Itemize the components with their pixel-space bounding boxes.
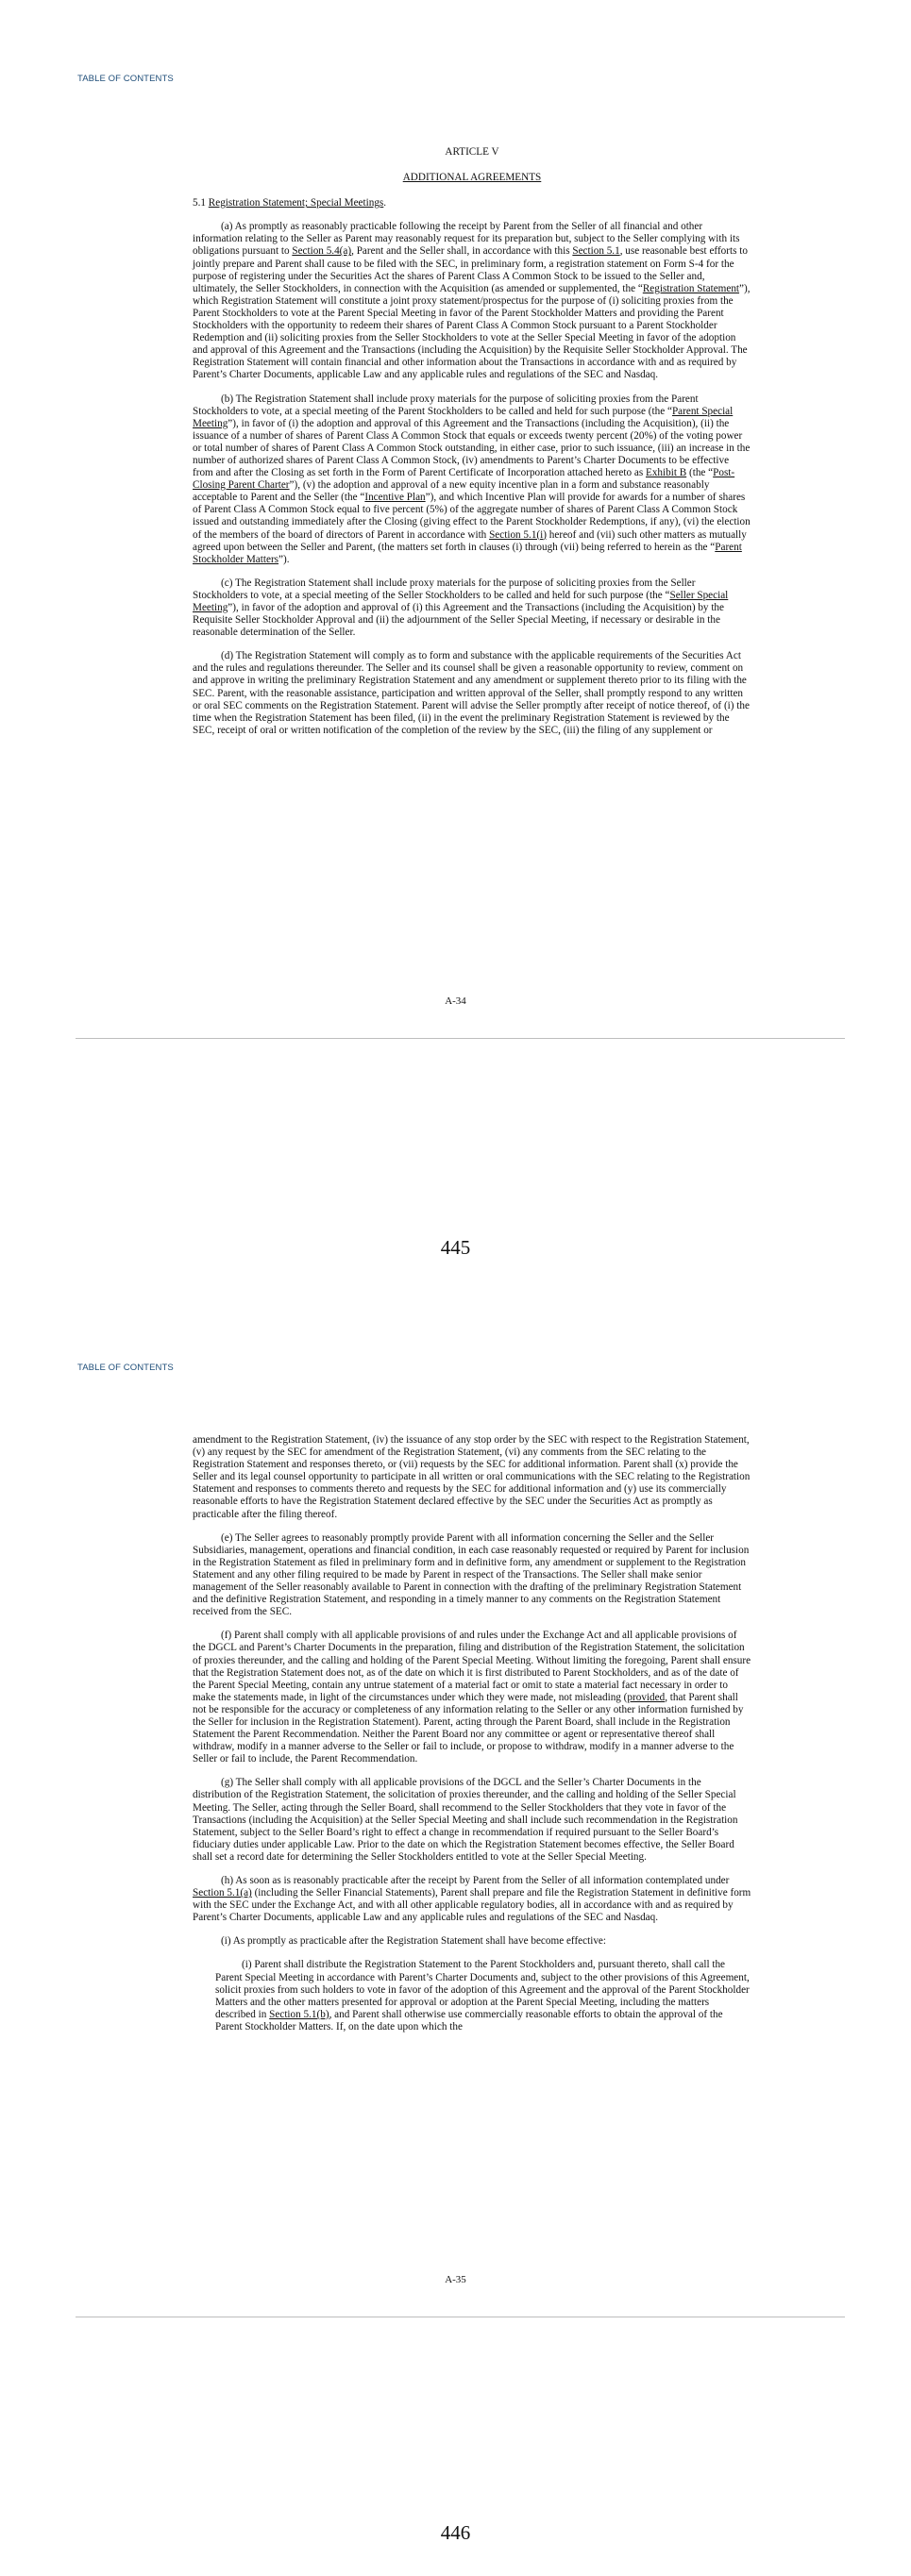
paragraph-f: (f) Parent shall comply with all applicable provisions of and rules under the Exchange Act and all applicable provisions of the DGCL and Parent’s Charter Documents in the preparation, filing and distribution of the Registration Statement, the solicitation of proxies thereunder, and the calling and holding of the Parent Special Meeting. Without limiting the foregoing, Parent shall ensure that the Registration Statement does not, as of the date on which it is first distributed to Parent Stockholders, and as of the date of the Parent Special Meeting, contain any untrue statement of a material fact or omit to state a material fact necessary in order to make the statements made, in light of the circumstances under which they were made, not misleading (provided, that Parent shall not be responsible for the accuracy or completeness of any information relating to the Seller or any other information furnished by the Seller for inclusion in the Registration Statement). Parent, acting through the Parent Board, shall include in the Registration Statement the Parent Recommendation. Neither the Parent Board nor any committee or agent or representative thereof shall withdraw, modify in a manner adverse to the Seller or fail to include, or propose to withdraw, modify in a manner adverse to the Seller or fail to include, the Parent Recommendation. <box>193 1630 751 1765</box>
paragraph-d: (d) The Registration Statement will comply as to form and substance with the applicable requirements of the Securities Act and the rules and regulations thereunder. The Seller and its counsel shall be given a reasonable opportunity to review, comment on and approve in writing the preliminary Registration Statement and any amendment or supplement thereto prior to its filing with the SEC. Parent, with the reasonable assistance, participation and written approval of the Seller, shall promptly respond to any written or oral SEC comments on the Registration Statement. Parent will advise the Seller promptly after receipt of notice thereof, of (i) the time when the Registration Statement has been filed, (ii) in the event the preliminary Registration Statement is reviewed by the SEC, receipt of oral or written notification of the completion of the review by the SEC, (iii) the filing of any supplement or <box>193 650 750 736</box>
paragraph-i: (i) As promptly as practicable after the Registration Statement shall have become effective: <box>221 1935 606 1948</box>
page-number: 446 <box>440 2521 471 2544</box>
paragraph-d-continued: amendment to the Registration Statement, (iv) the issuance of any stop order by the SEC with respect to the Registration Statement, (v) any request by the SEC for amendment of the Registration Statement, (vi) any comments from the SEC relating to the Registration Statement and responses thereto, or (vii) requests by the SEC for additional information. Parent shall (x) provide the Seller and its legal counsel opportunity to participate in all written or oral communications with the SEC relating to the Registration Statement and responses to comments thereto and requests by the SEC for additional information and (y) use its commercially reasonable efforts to have the Registration Statement declared effective by the SEC under the Securities Act as promptly as practicable after the filing thereof. <box>193 1434 751 1520</box>
defined-term: Post-Closing Parent Charter <box>193 467 735 492</box>
page-footer: A-35 <box>445 2274 466 2285</box>
paragraph-i-i: (i) Parent shall distribute the Registration Statement to the Parent Stockholders and, pursuant thereto, shall call the Parent Special Meeting in accordance with Parent’s Charter Documents and, subject to the other provisions of this Agreement, solicit proxies from such holders to vote in favor of the adoption of this Agreement and the approval of the Parent Stockholder Matters and the other matters presented for approval or adoption at the Parent Special Meeting, including the matters described in Section 5.1(b), and Parent shall otherwise use commercially reasonable efforts to obtain the approval of the Parent Stockholder Matters. If, on the date upon which the <box>215 1959 750 2032</box>
section-ref-link[interactable]: Section 5.1(b) <box>269 2008 329 2020</box>
article-number: ARTICLE V <box>445 146 499 158</box>
table-of-contents-link[interactable]: TABLE OF CONTENTS <box>77 1363 174 1373</box>
section-ref-link[interactable]: Section 5.1(i) <box>489 528 547 541</box>
paragraph-h: (h) As soon as is reasonably practicable after the receipt by Parent from the Seller of all information contemplated under Section 5.1(a) (including the Seller Financial Statements), Parent shall prepare and file the Registration Statement in definitive form with the SEC under the Exchange Act, and with all other applicable regulatory bodies, all in accordance with and as required by Parent’s Charter Documents, applicable Law and any applicable rules and regulations of the SEC and Nasdaq. <box>193 1875 751 1924</box>
exhibit-ref-link[interactable]: Exhibit B <box>645 467 687 479</box>
defined-term: Parent Special Meeting <box>193 405 734 429</box>
table-of-contents-link[interactable]: TABLE OF CONTENTS <box>77 74 174 84</box>
page-number: 445 <box>440 1236 471 1259</box>
paragraph-a: (a) As promptly as reasonably practicable following the receipt by Parent from the Seller of all financial and other information relating to the Seller as Parent may reasonably request for its preparation but, subject to the Seller complying with its obligations pursuant to Section 5.4(a), Parent and the Seller shall, in accordance with this Section 5.1, use reasonable best efforts to jointly prepare and Parent shall cause to be filed with the SEC, in preliminary form, a registration statement on Form S-4 for the purpose of registering under the Securities Act the shares of Parent Class A Common Stock to be issued to the Seller and, ultimately, the Seller Stockholders, in connection with the Acquisition (as amended or supplemented, the “Registration Statement”), which Registration Statement will constitute a joint proxy statement/prospectus for the purpose of (i) soliciting proxies from the Parent Stockholders to vote at the Parent Special Meeting in favor of the Parent Stockholder Matters and providing the Parent Stockholders with the opportunity to redeem their shares of Parent Class A Common Stock pursuant to a Parent Stockholder Redemption and (ii) soliciting proxies from the Seller Stockholders to vote at the Seller Special Meeting in favor of the adoption and approval of this Agreement and the Transactions (including the Acquisition) by the Requisite Seller Stockholder Approval. The Registration Statement will contain financial and other information about the Transactions in accordance with and as required by Parent’s Charter Documents, applicable Law and any applicable rules and regulations of the SEC and Nasdaq. <box>193 221 751 381</box>
section-ref-link[interactable]: Section 5.1(a) <box>193 1887 252 1899</box>
section-ref-link[interactable]: Section 5.1 <box>572 245 620 258</box>
page-divider <box>76 1038 845 1039</box>
paragraph-b: (b) The Registration Statement shall include proxy materials for the purpose of soliciting proxies from the Parent Stockholders to vote, at a special meeting of the Parent Stockholders to be called and held for such purpose (the “Parent Special Meeting”), in favor of (i) the adoption and approval of this Agreement and the Transactions (including the Acquisition), (ii) the issuance of a number of shares of Parent Class A Common Stock that equals or exceeds twenty percent (20%) of the voting power or total number of shares of Parent Class A Common Stock outstanding, in either case, prior to such issuance, (iii) an increase in the number of authorized shares of Parent Class A Common Stock, (iv) amendments to Parent’s Charter Documents to be effective from and after the Closing as set forth in the Form of Parent Certificate of Incorporation attached hereto as Exhibit B (the “Post-Closing Parent Charter”), (v) the adoption and approval of a new equity incentive plan in a form and substance reasonably acceptable to Parent and the Seller (the “Incentive Plan”), and which Incentive Plan will provide for awards for a number of shares of Parent Class A Common Stock equal to five percent (5%) of the aggregate number of shares of Parent Class A Common Stock issued and outstanding immediately after the Closing (giving effect to the Parent Stockholder Redemptions, if any), (vi) the election of the members of the board of directors of Parent in accordance with Section 5.1(i) hereof and (vii) such other matters as mutually agreed upon between the Seller and Parent, (the matters set forth in clauses (i) through (vii) being referred to herein as the “Parent Stockholder Matters”). <box>193 393 751 565</box>
defined-term: Seller Special Meeting <box>193 589 729 613</box>
defined-term: Parent Stockholder Matters <box>193 541 742 565</box>
paragraph-e: (e) The Seller agrees to reasonably promptly provide Parent with all information concerning the Seller and the Seller Subsidiaries, management, operations and financial condition, in each case reasonably requested or required by Parent for inclusion in the Registration Statement as filed in preliminary form and in definitive form, any amendment or supplement to the Registration Statement and any other filing required to be made by Parent in respect of the Transactions. The Seller shall make senior management of the Seller reasonably available to Parent in connection with the drafting of the preliminary Registration Statement and the definitive Registration Statement, and responding in a timely manner to any comments on the Registration Statement received from the SEC. <box>193 1531 750 1618</box>
section-heading: 5.1 Registration Statement; Special Meetings. <box>193 197 387 209</box>
article-title: ADDITIONAL AGREEMENTS <box>402 172 542 184</box>
page-445-body <box>193 146 751 748</box>
paragraph-c: (c) The Registration Statement shall include proxy materials for the purpose of soliciting proxies from the Seller Stockholders to vote, at a special meeting of the Seller Stockholders to be called and held for such purpose (the “Seller Special Meeting”), in favor of the adoption and approval of (i) this Agreement and the Transactions (including the Acquisition) by the Requisite Seller Stockholder Approval and (ii) the adjournment of the Seller Special Meeting, if necessary or desirable in the reasonable determination of the Seller. <box>193 577 729 639</box>
paragraph-g: (g) The Seller shall comply with all applicable provisions of the DGCL and the Seller’s Charter Documents in the distribution of the Registration Statement, the solicitation of proxies thereunder, and the calling and holding of the Seller Special Meeting. The Seller, acting through the Seller Board, shall recommend to the Seller Stockholders that they vote in favor of the Transactions (including the Acquisition) at the Seller Special Meeting and shall include such recommendation in the Registration Statement, subject to the Seller Board’s right to effect a change in recommendation if required pursuant to the Seller Board’s fiduciary duties under applicable Law. Prior to the date on which the Registration Statement becomes effective, the Seller Board shall set a record date for determining the Seller Stockholders entitled to vote at the Seller Special Meeting. <box>193 1777 738 1863</box>
defined-term: Incentive Plan <box>364 492 426 504</box>
defined-term: Registration Statement <box>642 282 740 294</box>
section-ref-link[interactable]: Section 5.4(a) <box>292 245 352 258</box>
page-446-body <box>193 1434 751 2045</box>
page-footer: A-34 <box>445 995 466 1007</box>
